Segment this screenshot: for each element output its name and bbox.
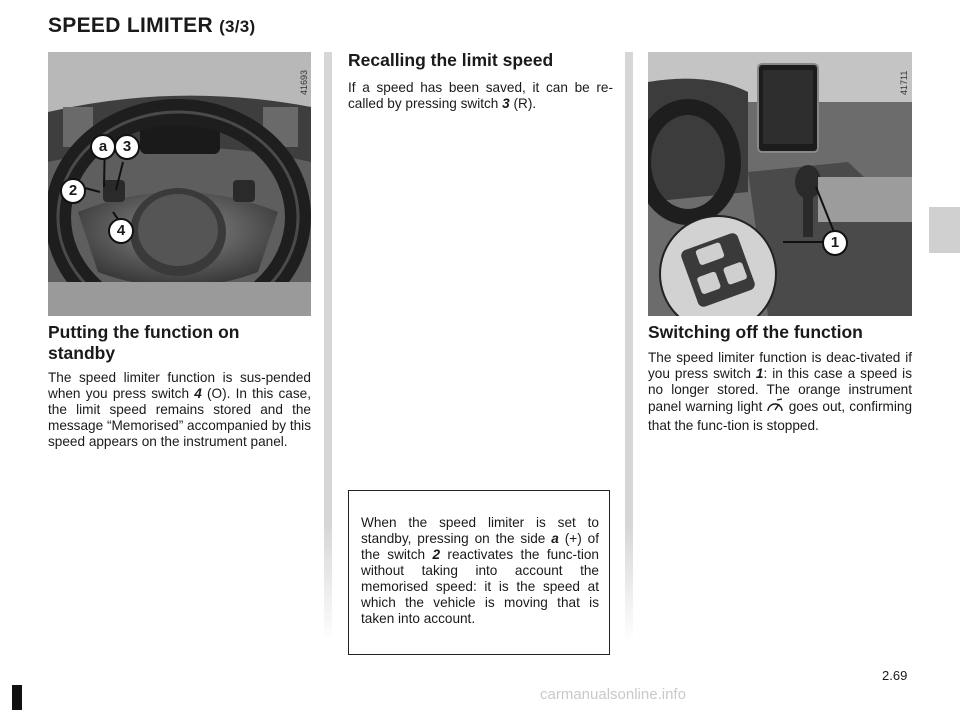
note-side-label: a xyxy=(551,531,559,546)
page-title xyxy=(48,14,256,38)
callout-a: a xyxy=(90,134,116,160)
callout-3: 3 xyxy=(114,134,140,160)
standby-switch-number: 4 xyxy=(194,386,202,401)
off-switch-number: 1 xyxy=(755,366,764,381)
callout-4: 4 xyxy=(108,218,134,244)
title-text: SPEED LIMITER xyxy=(48,14,213,37)
off-text-pre: The speed limiter function is deac-tivated if you press switch xyxy=(648,350,912,381)
standby-text-post: (O). In this case, the limit speed remains stored and the message “Memorised” accompanied by this speed appears on the instrument panel. xyxy=(48,386,311,449)
off-text-mid: : in this case a speed is no longer stored. The orange instrument panel warning light xyxy=(648,366,912,414)
off-text-post: goes out, confirming that the func-tion is stopped. xyxy=(648,399,913,433)
steering-wheel-photo xyxy=(48,52,311,316)
page-number: 2.69 xyxy=(882,668,908,683)
title-subtitle: (3/3) xyxy=(219,17,256,36)
recall-paragraph xyxy=(348,80,613,112)
recall-heading: Recalling the limit speed xyxy=(348,50,554,70)
switch-off-paragraph xyxy=(648,350,912,434)
recall-text-pre: If a speed has been saved, it can be re-called by pressing switch xyxy=(348,80,613,111)
note-text-pre: When the speed limiter is set to standby, pressing on the side xyxy=(361,515,599,546)
callout-1: 1 xyxy=(822,230,848,256)
image-ref-console: 41711 xyxy=(899,70,909,95)
standby-paragraph xyxy=(48,370,311,450)
recall-switch-number: 3 xyxy=(502,96,510,111)
center-console-illustration xyxy=(648,52,912,316)
speed-limiter-icon xyxy=(766,398,784,418)
callout-2: 2 xyxy=(60,178,86,204)
steering-wheel-illustration xyxy=(48,52,311,316)
switch-off-heading: Switching off the function xyxy=(648,322,863,342)
note-text-post: reactivates the func-tion without taking into account the memorised speed: it is the speed at which the vehicle is moving that is taken into account. xyxy=(361,547,599,626)
column-divider-left xyxy=(324,52,332,642)
column-divider-right xyxy=(625,52,633,642)
note-text-mid: (+) of the switch xyxy=(361,531,599,562)
standby-text-pre: The speed limiter function is sus-pended when you press switch xyxy=(48,370,311,401)
footer-marker xyxy=(12,685,22,710)
watermark: carmanualsonline.info xyxy=(540,686,686,703)
note-box xyxy=(348,490,610,655)
center-console-photo xyxy=(648,52,912,316)
note-switch-number: 2 xyxy=(432,547,441,562)
recall-text-post: (R). xyxy=(509,96,537,111)
standby-heading: Putting the function on standby xyxy=(48,322,240,363)
image-ref-steering: 41693 xyxy=(299,69,309,95)
chapter-tab xyxy=(929,207,960,253)
